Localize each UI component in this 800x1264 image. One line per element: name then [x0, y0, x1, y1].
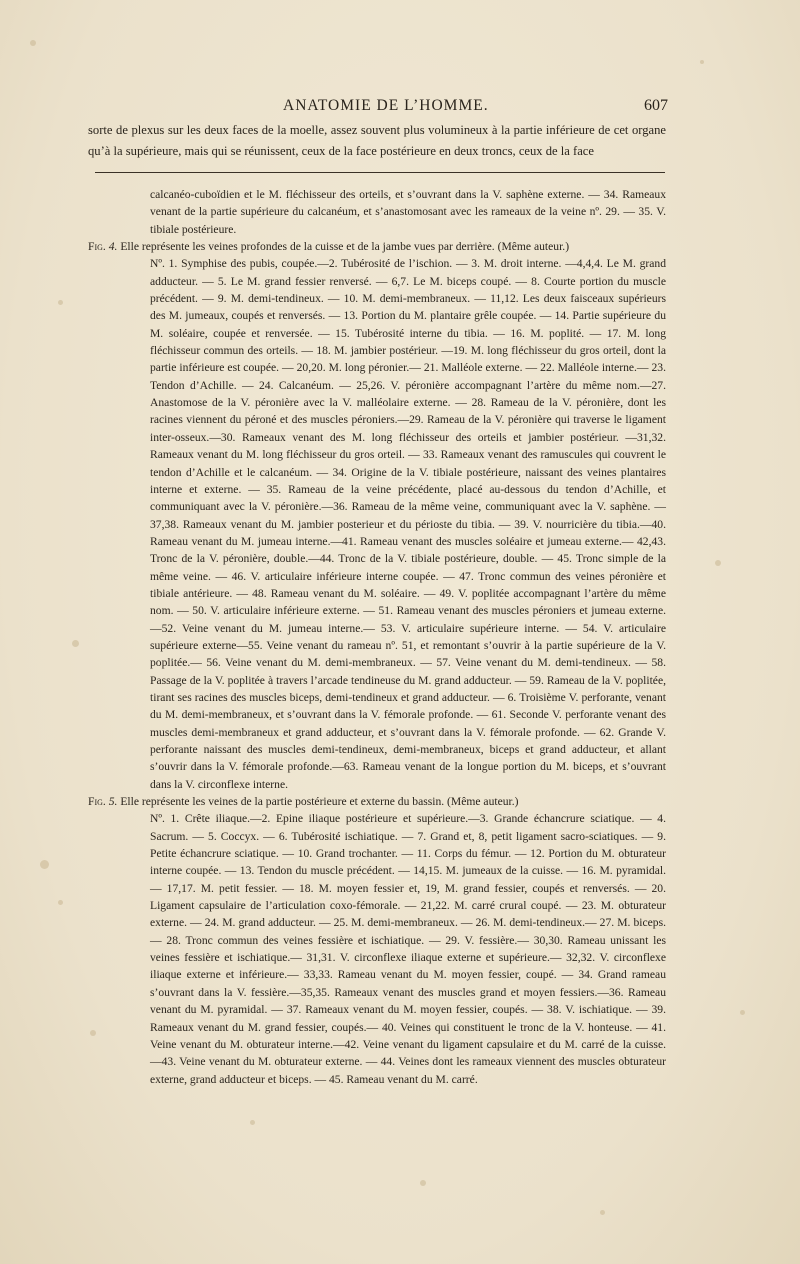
figure-number: 5. — [108, 795, 118, 809]
plate-notes — [88, 186, 666, 1088]
figure-number: 4. — [108, 240, 118, 254]
page-title: ANATOMIE DE L’HOMME. — [283, 97, 489, 114]
page-number: 607 — [644, 97, 668, 114]
continuation-text: sorte de plexus sur les deux faces de la moelle, assez souvent plus volumineux à la partie inférieure de cet organe qu’à la supérieure, mais qui se réunissent, ceux de la face postérieure en deux troncs, ceux de la face — [88, 123, 666, 158]
figure-5-legend: Nº. 1. Crête iliaque.—2. Epine iliaque postérieure et supérieure.—3. Grande échancrure sciatique. — 4. Sacrum. — 5. Coccyx. — 6. Tubérosité ischiatique. — 7. Grand et, 8, petit ligament sacro-sciatiques. — 9. Petite échancrure sciatique. — 10. Grand trochanter. — 11. Corps du fémur. — 12. Portion du M. obturateur interne coupée. — 13. Tendon du muscle précédent. — 14,15. M. jumeaux de la cuisse. — 16. M. pyramidal. — 17,17. M. petit fessier. — 18. M. moyen fessier et, 19, M. grand fessier, coupés et renversés. — 20. Ligament capsulaire de l’articulation coxo-fémorale. — 21,22. M. carré crural coupé. — 23. M. obturateur externe. — 24. M. grand adducteur. — 25. M. demi-membraneux. — 26. M. demi-tendineux.— 27. M. biceps. — 28. Tronc commun des veines fessière et ischiatique. — 29. V. fessière.— 30,30. Rameau unissant les veines fessière et ischiatique.— 31,31. V. circonflexe iliaque externe et supérieure.— 32,32. V. circonflexe iliaque externe et inférieure.— 33,33. Rameau venant du M. moyen fessier, coupé. — 34. Grand rameau s’ouvrant dans la V. fessière.—35,35. Rameaux venant des muscles grand et moyen fessiers.—36. Rameau venant du M. pyramidal. — 37. Rameaux venant du M. moyen fessier, coupés. — 38. V. ischiatique. — 39. Rameaux venant du M. grand fessier, coupés.— 40. Veines qui constituent le tronc de la V. honteuse. — 41. Veine venant du M. obturateur interne.—42. Veine venant du ligament capsulaire et du M. carré de la cuisse. —43. Veine venant du M. obturateur externe. — 44. Veines dont les rameaux viennent des muscles obturateur externe, grand adducteur et biceps. — 45. Rameau venant du M. carré. — [150, 812, 666, 1086]
figure-label: Fig. — [88, 795, 106, 809]
figure-5-caption — [88, 793, 666, 810]
figure-4-caption — [88, 238, 666, 255]
figure-label: Fig. — [88, 240, 106, 254]
figure-intro: Elle représente les veines de la partie postérieure et externe du bassin. (Même auteur.) — [120, 795, 519, 809]
note-intro: calcanéo-cuboïdien et le M. fléchisseur des orteils, et s’ouvrant dans la V. saphène externe. — 34. Rameaux venant de la partie supérieure du calcanéum, et s’anastomosant avec les rameaux de la veine nº. 29. — 35. V. tibiale postérieure. — [150, 188, 666, 236]
figure-intro: Elle représente les veines profondes de la cuisse et de la jambe vues par derrière. (Même auteur.) — [120, 240, 570, 254]
footnote-rule — [95, 172, 665, 173]
figure-4-legend: Nº. 1. Symphise des pubis, coupée.—2. Tubérosité de l’ischion. — 3. M. droit interne. —4,4,4. Le M. grand adducteur. — 5. Le M. grand fessier renversé. — 6,7. Le M. biceps coupé. — 8. Courte portion du muscle précédent. — 9. M. demi-tendineux. — 10. M. demi-membraneux. — 11,12. Les deux faisceaux supérieurs des M. jumeaux, coupés et renversés. — 13. Portion du M. plantaire grêle coupée. — 14. Partie supérieure du M. soléaire, coupée et renversée. — 15. Tubérosité interne du tibia. — 16. M. poplité. — 17. M. long fléchisseur commun des orteils. — 18. M. jambier postérieur. —19. M. long fléchisseur du gros orteil, dont la partie inférieure est coupée. — 20,20. M. long péronier.— 21. Malléole externe. — 22. Malléole interne.— 23. Tendon d’Achille. — 24. Calcanéum. — 25,26. V. péronière accompagnant l’artère du même nom.—27. Anastomose de la V. péronière avec la V. malléolaire externe. — 28. Rameau de la V. péronière, dont les racines viennent du péroné et des muscles péroniers.—29. Rameau de la V. péronière qui traverse le ligament inter-osseux.—30. Rameaux venant des M. long fléchisseur des orteils et jambier postérieur. —31,32. Rameaux venant du M. long fléchisseur du gros orteil. — 33. Rameaux venant des ramuscules qui couvrent le tendon d’Achille et le calcanéum. — 34. Origine de la V. tibiale postérieure, naissant des veines plantaires interne et externe. — 35. Rameau de la veine précédente, placé au-dessous du tendon d’Achille, et communiquant avec la V. péronière.—36. Rameau de la même veine, communiquant avec la V. saphène. — 37,38. Rameaux venant du M. jambier posterieur et du périoste du tibia. — 39. V. nourricière du tibia.—40. Rameau venant du M. jumeau interne.—41. Rameau venant des muscles soléaire et jumeau externe.— 42,43. Tronc de la V. péronière, double.—44. Tronc de la V. tibiale postérieure, double. — 45. Tronc simple de la même veine. — 46. V. articulaire inférieure interne coupée. — 47. Tronc commun des veines péronière et tibiale antérieure. — 48. Rameau venant du M. soléaire. — 49. V. poplitée accompagnant l’artère du même nom. — 50. V. articulaire inférieure externe. — 51. Rameau venant des muscles péroniers et jumeau externe. —52. Veine venant du M. jumeau interne.— 53. V. articulaire supérieure interne. — 54. V. articulaire supérieure externe—55. Veine venant du rameau nº. 51, et remontant s’ouvrir à la partie supérieure de la V. poplitée.— 56. Veine venant du M. demi-membraneux. — 57. Veine venant du M. demi-tendineux. — 58. Passage de la V. poplitée à travers l’arcade tendineuse du M. grand adducteur. — 59. Rameau de la V. poplitée, tirant ses racines des muscles biceps, demi-tendineux et grand adducteur. — 6. Troisième V. perforante, venant du M. demi-membraneux, et s’ouvrant dans la V. fémorale profonde. — 61. Seconde V. perforante venant des muscles demi-membraneux et grand adducteur, et s’ouvrant dans la V. fémorale profonde. — 62. Grande V. perforante naissant des muscles demi-tendineux, demi-membraneux, biceps et grand adducteur, et allant s’ouvrir dans la V. fémorale profonde.—63. Rameau venant de la longue portion du M. biceps, et s’ouvrant dans la V. circonflexe interne. — [150, 257, 666, 791]
running-head — [88, 97, 668, 115]
